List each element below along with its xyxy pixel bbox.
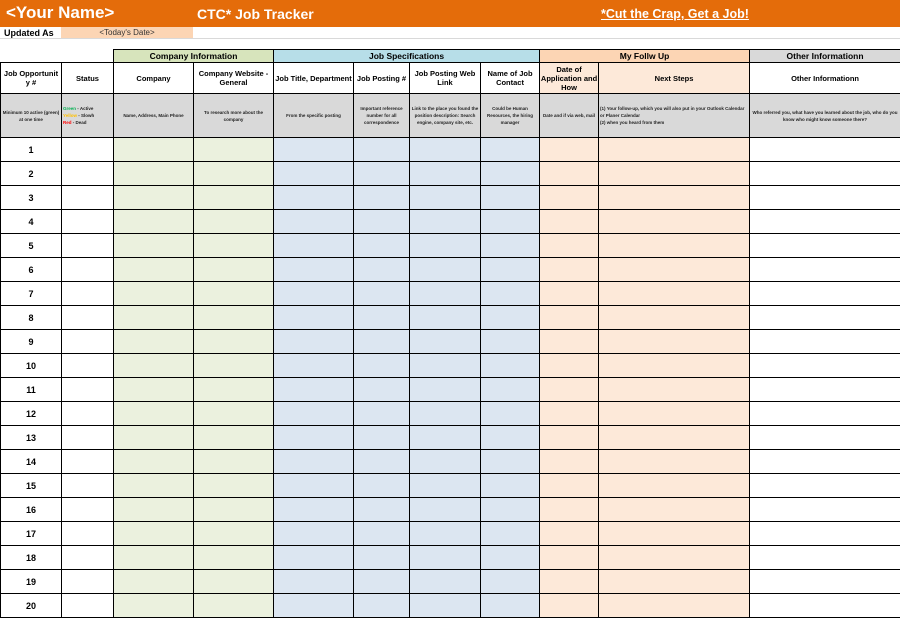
date-applied-cell[interactable]: [540, 234, 599, 258]
status-cell[interactable]: [62, 546, 114, 570]
status-cell[interactable]: [62, 186, 114, 210]
contact-cell[interactable]: [481, 282, 540, 306]
table-row: [1, 522, 900, 546]
row-number-cell[interactable]: 3: [1, 186, 62, 210]
row-number-cell[interactable]: 11: [1, 378, 62, 402]
status-yellow-word: Yellow: [63, 113, 78, 118]
desc-status[interactable]: [62, 94, 114, 138]
posting-link-cell[interactable]: [410, 522, 481, 546]
posting-number-cell[interactable]: [354, 546, 410, 570]
contact-cell[interactable]: [481, 258, 540, 282]
company-cell[interactable]: [114, 402, 194, 426]
job-title-cell[interactable]: [274, 570, 354, 594]
header-status[interactable]: Status: [62, 63, 114, 94]
row-number-cell[interactable]: 4: [1, 210, 62, 234]
job-title-cell[interactable]: [274, 330, 354, 354]
date-applied-cell[interactable]: [540, 474, 599, 498]
contact-cell[interactable]: [481, 210, 540, 234]
contact-cell[interactable]: [481, 306, 540, 330]
posting-number-cell[interactable]: [354, 474, 410, 498]
next-steps-cell[interactable]: [599, 186, 750, 210]
tracker-title[interactable]: CTC* Job Tracker: [197, 6, 314, 22]
posting-number-cell[interactable]: [354, 354, 410, 378]
date-applied-cell[interactable]: [540, 282, 599, 306]
next-steps-cell[interactable]: [599, 162, 750, 186]
posting-number-cell[interactable]: [354, 450, 410, 474]
header-next-steps[interactable]: Next Steps: [599, 63, 750, 94]
posting-number-cell[interactable]: [354, 162, 410, 186]
status-green-word: Green: [63, 106, 77, 111]
website-cell[interactable]: [194, 426, 274, 450]
website-cell[interactable]: [194, 522, 274, 546]
group-my-follow-up[interactable]: My Follw Up: [540, 50, 750, 63]
status-cell[interactable]: [62, 234, 114, 258]
row-number-cell[interactable]: 20: [1, 594, 62, 618]
table-row: [1, 306, 900, 330]
other-info-cell[interactable]: [750, 306, 900, 330]
website-cell[interactable]: [194, 378, 274, 402]
website-cell[interactable]: [194, 546, 274, 570]
row-number-cell[interactable]: 14: [1, 450, 62, 474]
other-info-cell[interactable]: [750, 498, 900, 522]
job-title-cell[interactable]: [274, 402, 354, 426]
contact-cell[interactable]: [481, 450, 540, 474]
other-info-cell[interactable]: [750, 210, 900, 234]
table-row: [1, 354, 900, 378]
posting-number-cell[interactable]: [354, 330, 410, 354]
desc-company-website[interactable]: To research more about the company: [194, 94, 274, 138]
other-info-cell[interactable]: [750, 450, 900, 474]
posting-number-cell[interactable]: [354, 306, 410, 330]
posting-number-cell[interactable]: [354, 282, 410, 306]
group-other-information[interactable]: Other Informationn: [750, 50, 900, 63]
job-title-cell[interactable]: [274, 138, 354, 162]
contact-cell[interactable]: [481, 330, 540, 354]
company-cell[interactable]: [114, 570, 194, 594]
date-applied-cell[interactable]: [540, 186, 599, 210]
company-cell[interactable]: [114, 186, 194, 210]
status-green-rest: - Active: [76, 106, 94, 111]
posting-link-cell[interactable]: [410, 426, 481, 450]
contact-cell[interactable]: [481, 474, 540, 498]
posting-number-cell[interactable]: [354, 498, 410, 522]
job-title-cell[interactable]: [274, 186, 354, 210]
posting-link-cell[interactable]: [410, 138, 481, 162]
status-cell[interactable]: [62, 330, 114, 354]
desc-company[interactable]: Name, Address, Main Phone: [114, 94, 194, 138]
table-row: [1, 234, 900, 258]
status-cell[interactable]: [62, 522, 114, 546]
other-info-cell[interactable]: [750, 594, 900, 618]
posting-link-cell[interactable]: [410, 546, 481, 570]
next-steps-cell[interactable]: [599, 570, 750, 594]
status-red-word: Red: [63, 120, 72, 125]
desc-job-title[interactable]: From the specific posting: [274, 94, 354, 138]
data-rows: [1, 138, 900, 618]
row-number-cell[interactable]: 18: [1, 546, 62, 570]
company-cell[interactable]: [114, 258, 194, 282]
next-steps-cell[interactable]: [599, 426, 750, 450]
slogan-link[interactable]: *Cut the Crap, Get a Job!: [601, 7, 749, 21]
posting-link-cell[interactable]: [410, 402, 481, 426]
posting-link-cell[interactable]: [410, 330, 481, 354]
contact-cell[interactable]: [481, 498, 540, 522]
job-title-cell[interactable]: [274, 426, 354, 450]
website-cell[interactable]: [194, 138, 274, 162]
date-applied-cell[interactable]: [540, 378, 599, 402]
job-title-cell[interactable]: [274, 354, 354, 378]
website-cell[interactable]: [194, 330, 274, 354]
other-info-cell[interactable]: [750, 186, 900, 210]
company-cell[interactable]: [114, 450, 194, 474]
next-steps-cell[interactable]: [599, 522, 750, 546]
website-cell[interactable]: [194, 402, 274, 426]
posting-link-cell[interactable]: [410, 186, 481, 210]
status-cell[interactable]: [62, 498, 114, 522]
posting-link-cell[interactable]: [410, 234, 481, 258]
website-cell[interactable]: [194, 450, 274, 474]
next-steps-line-2: (2) when you heard from them: [600, 120, 665, 125]
date-applied-cell[interactable]: [540, 354, 599, 378]
company-cell[interactable]: [114, 546, 194, 570]
header-job-opportunity[interactable]: Job Opportunit y #: [1, 63, 62, 94]
website-cell[interactable]: [194, 306, 274, 330]
title-bar: [0, 0, 900, 27]
status-yellow-rest: - Slowh: [77, 113, 95, 118]
status-cell[interactable]: [62, 138, 114, 162]
job-title-cell[interactable]: [274, 450, 354, 474]
date-applied-cell[interactable]: [540, 522, 599, 546]
status-cell[interactable]: [62, 426, 114, 450]
row-number-cell[interactable]: 5: [1, 234, 62, 258]
posting-number-cell[interactable]: [354, 594, 410, 618]
next-steps-cell[interactable]: [599, 546, 750, 570]
company-cell[interactable]: [114, 594, 194, 618]
company-cell[interactable]: [114, 138, 194, 162]
company-cell[interactable]: [114, 162, 194, 186]
company-cell[interactable]: [114, 282, 194, 306]
job-title-cell[interactable]: [274, 234, 354, 258]
status-cell[interactable]: [62, 402, 114, 426]
date-applied-cell[interactable]: [540, 570, 599, 594]
header-date-of-application[interactable]: Date of Application and How: [540, 64, 598, 92]
header-job-posting-link[interactable]: Job Posting Web Link: [410, 63, 481, 94]
contact-cell[interactable]: [481, 546, 540, 570]
other-info-cell[interactable]: [750, 162, 900, 186]
next-steps-cell[interactable]: [599, 474, 750, 498]
next-steps-cell[interactable]: [599, 306, 750, 330]
table-row: [1, 546, 900, 570]
website-cell[interactable]: [194, 210, 274, 234]
next-steps-cell[interactable]: [599, 450, 750, 474]
todays-date-cell[interactable]: <Today's Date>: [61, 27, 193, 38]
status-cell[interactable]: [62, 282, 114, 306]
contact-cell[interactable]: [481, 186, 540, 210]
table-row: [1, 474, 900, 498]
table-row: [1, 402, 900, 426]
next-steps-cell[interactable]: [599, 282, 750, 306]
updated-as-label[interactable]: Updated As: [4, 28, 54, 38]
posting-number-cell[interactable]: [354, 258, 410, 282]
company-cell[interactable]: [114, 354, 194, 378]
date-applied-cell[interactable]: [540, 498, 599, 522]
company-cell[interactable]: [114, 234, 194, 258]
next-steps-cell[interactable]: [599, 594, 750, 618]
website-cell[interactable]: [194, 186, 274, 210]
website-cell[interactable]: [194, 354, 274, 378]
row-number-cell[interactable]: 10: [1, 354, 62, 378]
company-cell[interactable]: [114, 498, 194, 522]
posting-number-cell[interactable]: [354, 522, 410, 546]
website-cell[interactable]: [194, 498, 274, 522]
job-title-cell[interactable]: [274, 546, 354, 570]
contact-cell[interactable]: [481, 138, 540, 162]
status-cell[interactable]: [62, 354, 114, 378]
other-info-cell[interactable]: [750, 546, 900, 570]
date-applied-cell[interactable]: [540, 594, 599, 618]
header-company-website[interactable]: Company Website - General: [194, 63, 274, 94]
posting-number-cell[interactable]: [354, 402, 410, 426]
other-info-cell[interactable]: [750, 570, 900, 594]
other-info-cell[interactable]: [750, 282, 900, 306]
date-applied-cell[interactable]: [540, 450, 599, 474]
group-blank: [1, 50, 114, 63]
row-number-cell[interactable]: 8: [1, 306, 62, 330]
date-applied-cell[interactable]: [540, 162, 599, 186]
date-applied-cell[interactable]: [540, 306, 599, 330]
table-row: [1, 570, 900, 594]
company-cell[interactable]: [114, 426, 194, 450]
posting-number-cell[interactable]: [354, 426, 410, 450]
posting-link-cell[interactable]: [410, 594, 481, 618]
job-title-cell[interactable]: [274, 306, 354, 330]
status-cell[interactable]: [62, 258, 114, 282]
status-cell[interactable]: [62, 594, 114, 618]
contact-cell[interactable]: [481, 570, 540, 594]
table-row: [1, 378, 900, 402]
posting-link-cell[interactable]: [410, 474, 481, 498]
row-number-cell[interactable]: 19: [1, 570, 62, 594]
posting-link-cell[interactable]: [410, 258, 481, 282]
posting-number-cell[interactable]: [354, 570, 410, 594]
table-row: [1, 498, 900, 522]
website-cell[interactable]: [194, 474, 274, 498]
job-title-cell[interactable]: [274, 594, 354, 618]
next-steps-cell[interactable]: [599, 258, 750, 282]
website-cell[interactable]: [194, 258, 274, 282]
date-applied-cell[interactable]: [540, 330, 599, 354]
row-number-cell[interactable]: 15: [1, 474, 62, 498]
date-applied-cell[interactable]: [540, 210, 599, 234]
desc-other-information[interactable]: Who referred you, what have you learned about the job, who do you know who might know someone there?: [750, 94, 900, 138]
posting-link-cell[interactable]: [410, 450, 481, 474]
website-cell[interactable]: [194, 570, 274, 594]
status-red-rest: - Dead: [71, 120, 87, 125]
table-row: [1, 330, 900, 354]
next-steps-cell[interactable]: [599, 378, 750, 402]
job-title-cell[interactable]: [274, 474, 354, 498]
next-steps-cell[interactable]: [599, 354, 750, 378]
table-row: [1, 450, 900, 474]
contact-cell[interactable]: [481, 354, 540, 378]
company-cell[interactable]: [114, 210, 194, 234]
status-cell[interactable]: [62, 474, 114, 498]
contact-cell[interactable]: [481, 162, 540, 186]
next-steps-line-1: (1) Your follow-up, which you will also put in your Outlook Calendar or Planer Calendar: [600, 106, 745, 118]
company-cell[interactable]: [114, 306, 194, 330]
table-row: [1, 186, 900, 210]
job-tracker-sheet: [0, 49, 900, 618]
other-info-cell[interactable]: [750, 378, 900, 402]
other-info-cell[interactable]: [750, 258, 900, 282]
table-row: [1, 594, 900, 618]
date-applied-cell[interactable]: [540, 258, 599, 282]
other-info-cell[interactable]: [750, 234, 900, 258]
status-cell[interactable]: [62, 450, 114, 474]
row-number-cell[interactable]: 17: [1, 522, 62, 546]
row-number-cell[interactable]: 6: [1, 258, 62, 282]
date-applied-cell[interactable]: [540, 426, 599, 450]
next-steps-cell[interactable]: [599, 234, 750, 258]
desc-job-contact[interactable]: Could be Human Resources, the hiring manager: [481, 94, 540, 138]
other-info-cell[interactable]: [750, 402, 900, 426]
next-steps-cell[interactable]: [599, 138, 750, 162]
desc-job-opportunity[interactable]: Minimum 10 active (green) at one time: [1, 94, 62, 138]
other-info-cell[interactable]: [750, 426, 900, 450]
job-title-cell[interactable]: [274, 162, 354, 186]
row-number-cell[interactable]: 12: [1, 402, 62, 426]
contact-cell[interactable]: [481, 594, 540, 618]
header-job-posting-number[interactable]: Job Posting #: [354, 63, 410, 94]
row-number-cell[interactable]: 1: [1, 138, 62, 162]
table-row: [1, 162, 900, 186]
desc-job-posting-link[interactable]: Link to the place you found the position description: Search engine, company site, etc.: [410, 94, 481, 138]
table-row: [1, 258, 900, 282]
contact-cell[interactable]: [481, 234, 540, 258]
contact-cell[interactable]: [481, 522, 540, 546]
column-header-row: [1, 63, 900, 94]
group-job-specifications[interactable]: Job Specifications: [274, 50, 540, 63]
job-title-cell[interactable]: [274, 210, 354, 234]
status-cell[interactable]: [62, 378, 114, 402]
posting-number-cell[interactable]: [354, 210, 410, 234]
row-number-cell[interactable]: 16: [1, 498, 62, 522]
other-info-cell[interactable]: [750, 522, 900, 546]
posting-link-cell[interactable]: [410, 210, 481, 234]
header-job-title[interactable]: Job Title, Department: [274, 63, 354, 94]
job-title-cell[interactable]: [274, 258, 354, 282]
website-cell[interactable]: [194, 282, 274, 306]
posting-link-cell[interactable]: [410, 498, 481, 522]
posting-number-cell[interactable]: [354, 234, 410, 258]
company-cell[interactable]: [114, 330, 194, 354]
table-row: [1, 282, 900, 306]
other-info-cell[interactable]: [750, 138, 900, 162]
table-row: [1, 138, 900, 162]
job-title-cell[interactable]: [274, 378, 354, 402]
header-job-contact[interactable]: Name of Job Contact: [481, 63, 540, 94]
posting-number-cell[interactable]: [354, 378, 410, 402]
posting-link-cell[interactable]: [410, 378, 481, 402]
next-steps-cell[interactable]: [599, 498, 750, 522]
company-cell[interactable]: [114, 378, 194, 402]
posting-link-cell[interactable]: [410, 282, 481, 306]
desc-date-of-application[interactable]: Date and if via web, mail: [540, 94, 599, 138]
job-title-cell[interactable]: [274, 282, 354, 306]
your-name-title[interactable]: <Your Name>: [6, 3, 115, 22]
group-header-row: [1, 50, 900, 63]
other-info-cell[interactable]: [750, 354, 900, 378]
company-cell[interactable]: [114, 522, 194, 546]
website-cell[interactable]: [194, 234, 274, 258]
posting-number-cell[interactable]: [354, 138, 410, 162]
table-row: [1, 210, 900, 234]
desc-job-posting-number[interactable]: Important reference number for all correspondence: [354, 94, 410, 138]
company-cell[interactable]: [114, 474, 194, 498]
desc-next-steps[interactable]: [599, 94, 750, 138]
posting-link-cell[interactable]: [410, 306, 481, 330]
contact-cell[interactable]: [481, 426, 540, 450]
header-company[interactable]: Company: [114, 63, 194, 94]
row-number-cell[interactable]: 13: [1, 426, 62, 450]
other-info-cell[interactable]: [750, 474, 900, 498]
header-other-information[interactable]: Other Informationn: [750, 63, 900, 94]
website-cell[interactable]: [194, 162, 274, 186]
posting-link-cell[interactable]: [410, 570, 481, 594]
row-number-cell[interactable]: 7: [1, 282, 62, 306]
posting-number-cell[interactable]: [354, 186, 410, 210]
website-cell[interactable]: [194, 594, 274, 618]
status-cell[interactable]: [62, 162, 114, 186]
date-applied-cell[interactable]: [540, 402, 599, 426]
contact-cell[interactable]: [481, 402, 540, 426]
job-title-cell[interactable]: [274, 498, 354, 522]
row-number-cell[interactable]: 9: [1, 330, 62, 354]
date-applied-cell[interactable]: [540, 138, 599, 162]
table-row: [1, 426, 900, 450]
status-cell[interactable]: [62, 570, 114, 594]
description-row: [1, 94, 900, 138]
row-number-cell[interactable]: 2: [1, 162, 62, 186]
other-info-cell[interactable]: [750, 330, 900, 354]
next-steps-cell[interactable]: [599, 210, 750, 234]
date-applied-cell[interactable]: [540, 546, 599, 570]
status-cell[interactable]: [62, 210, 114, 234]
next-steps-cell[interactable]: [599, 330, 750, 354]
status-cell[interactable]: [62, 306, 114, 330]
posting-link-cell[interactable]: [410, 162, 481, 186]
job-title-cell[interactable]: [274, 522, 354, 546]
posting-link-cell[interactable]: [410, 354, 481, 378]
contact-cell[interactable]: [481, 378, 540, 402]
group-company-information[interactable]: Company Information: [114, 50, 274, 63]
next-steps-cell[interactable]: [599, 402, 750, 426]
